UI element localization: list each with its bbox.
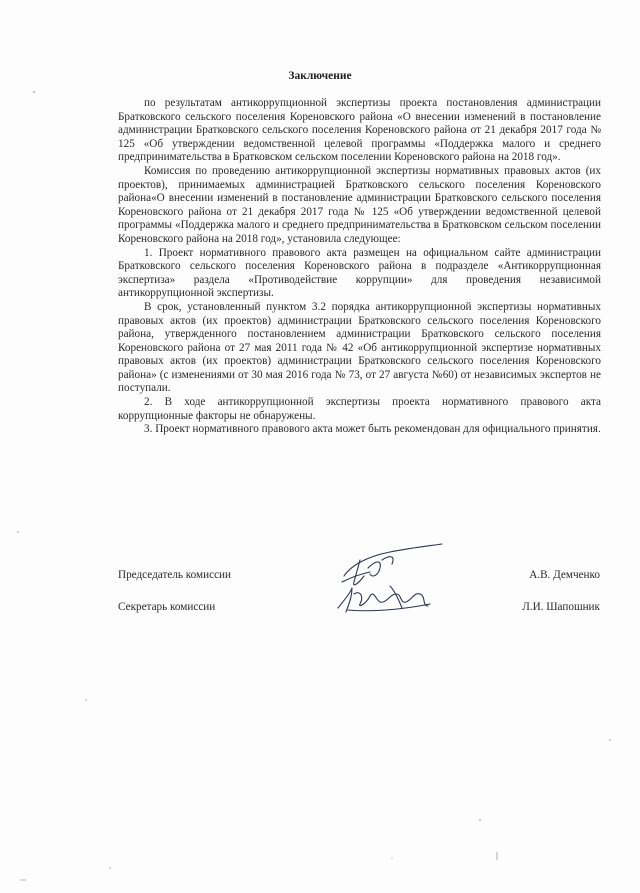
paragraph-commission: Комиссия по проведению антикоррупционной экспертизы нормативных правовых актов (их проектов), принимаемых администрацией Братковского сельского поселения Кореновского района«О внесении изменений в постановление администрации Братковского сельского поселения Кореновского района от 21 декабря 2017 года № 125 «Об утверждении ведомственной целевой программы «Поддержка малого и среднего предпринимательства в Братковском сельском поселении Кореновского района на 2018 год», установила следующее: [118, 164, 601, 245]
paragraph-item-2: 2. В ходе антикоррупционной экспертизы проекта нормативного правового акта коррупционные факторы не обнаружены. [118, 396, 601, 422]
handwritten-signature [330, 538, 450, 620]
secretary-name: Л.И. Шапошник [522, 601, 600, 613]
paragraph-intro: по результатам антикоррупционной экспертизы проекта постановления администрации Братковского сельского поселения Кореновского района «О внесении изменений в постановление администрации Братковского сельского поселения Кореновского района от 21 декабря 2017 года № 125 «Об утверждении ведомственной целевой программы «Поддержка малого и среднего предпринимательства в Братковском сельском поселении Кореновского района на 2018 год». [118, 97, 601, 164]
chair-role: Председатель комиссии [118, 569, 232, 581]
paragraph-deadline: В срок, установленный пунктом 3.2 порядка антикоррупционной экспертизы нормативных правовых актов (их проектов) администрации Братковского сельского поселения Кореновского района, утвержденного постановлением администрации Братковского сельского поселения Кореновского района от 27 мая 2011 года № 42 «Об антикоррупционной экспертизе нормативных правовых актов (их проектов) администрации Братковского сельского поселения Кореновского района» (с изменениями от 30 мая 2016 года № 73, от 27 августа №60) от независимых экспертов не поступали. [118, 300, 601, 395]
chair-name: А.В. Демченко [529, 569, 600, 581]
secretary-role: Секретарь комиссии [118, 601, 216, 613]
paragraph-item-1: 1. Проект нормативного правового акта размещен на официальном сайте администрации Братковского сельского поселения Кореновского района в подразделе «Антикоррупционная экспертиза» раздела «Противодействие коррупции» для проведения независимой антикоррупционной экспертизы. [118, 246, 601, 300]
paragraph-item-3: 3. Проект нормативного правового акта может быть рекомендован для официального принятия. [144, 423, 601, 436]
document-body [118, 97, 601, 437]
document-title: Заключение [288, 70, 352, 82]
